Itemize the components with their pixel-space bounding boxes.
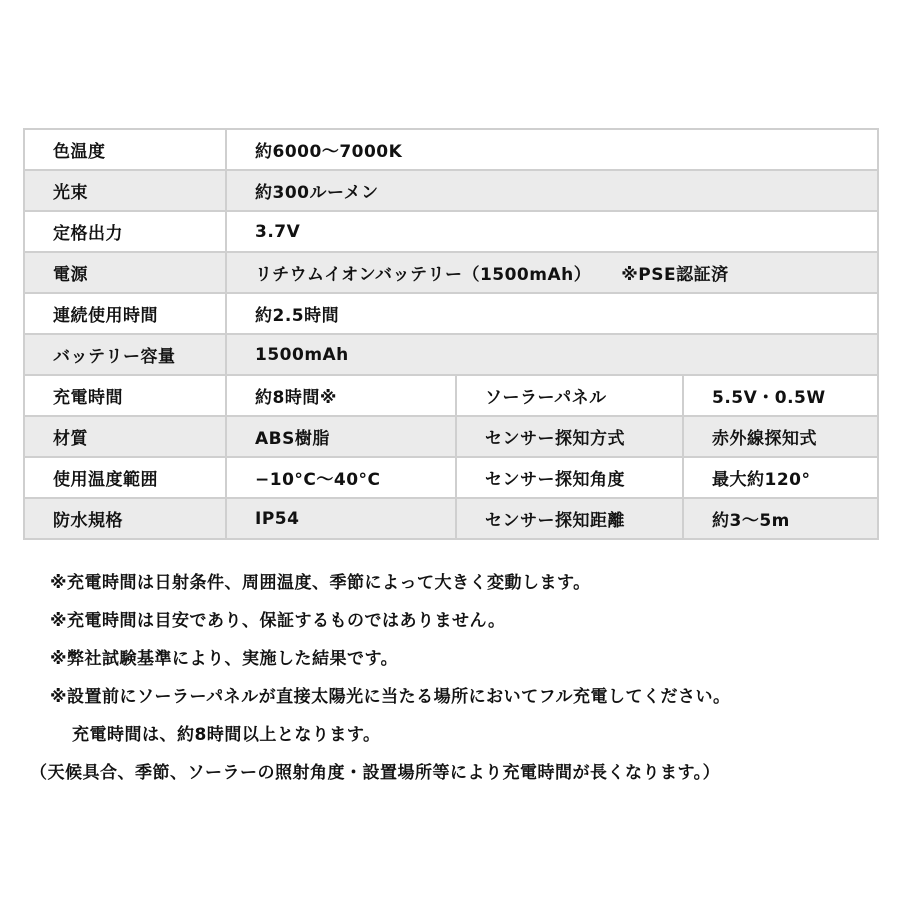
- spec-value: 1500mAh: [226, 334, 878, 375]
- spec-value: 約6000〜7000K: [226, 129, 878, 170]
- spec-label-secondary: センサー探知方式: [456, 416, 683, 457]
- pse-certified-note: ※PSE認証済: [621, 265, 729, 285]
- spec-value: 約300ルーメン: [226, 170, 878, 211]
- spec-label-secondary: センサー探知距離: [456, 498, 683, 539]
- note-line: （天候具合、季節、ソーラーの照射角度・設置場所等により充電時間が長くなります。）: [30, 763, 721, 783]
- table-row: [24, 293, 878, 334]
- spec-value-secondary: 約3〜5m: [683, 498, 878, 539]
- table-row: [24, 170, 878, 211]
- table-row: [24, 211, 878, 252]
- table-row: [24, 334, 878, 375]
- spec-value: 約8時間※: [226, 375, 456, 416]
- spec-label: 充電時間: [24, 375, 226, 416]
- table-row: [24, 498, 878, 539]
- spec-value: 約2.5時間: [226, 293, 878, 334]
- note-line: ※設置前にソーラーパネルが直接太陽光に当たる場所においてフル充電してください。: [50, 687, 731, 707]
- spec-value-secondary: 赤外線探知式: [683, 416, 878, 457]
- table-row: [24, 457, 878, 498]
- spec-label-secondary: ソーラーパネル: [456, 375, 683, 416]
- note-line: ※充電時間は目安であり、保証するものではありません。: [50, 611, 506, 631]
- spec-label: 色温度: [24, 129, 226, 170]
- table-row: [24, 375, 878, 416]
- spec-label-secondary: センサー探知角度: [456, 457, 683, 498]
- power-source-text: リチウムイオンバッテリー（1500mAh）: [255, 265, 592, 285]
- spec-value-secondary: 5.5V・0.5W: [683, 375, 878, 416]
- spec-value: IP54: [226, 498, 456, 539]
- spec-label: 防水規格: [24, 498, 226, 539]
- note-line: 充電時間は、約8時間以上となります。: [72, 725, 381, 745]
- note-line: ※弊社試験基準により、実施した結果です。: [50, 649, 399, 669]
- table-row: [24, 129, 878, 170]
- spec-value-secondary: 最大約120°: [683, 457, 878, 498]
- table-row: [24, 416, 878, 457]
- table-row: [24, 252, 878, 293]
- spec-label: バッテリー容量: [24, 334, 226, 375]
- spec-label: 電源: [24, 252, 226, 293]
- spec-value: −10°C〜40°C: [226, 457, 456, 498]
- spec-label: 材質: [24, 416, 226, 457]
- spec-label: 使用温度範囲: [24, 457, 226, 498]
- spec-value: ABS樹脂: [226, 416, 456, 457]
- spec-label: 定格出力: [24, 211, 226, 252]
- spec-table: [23, 128, 879, 540]
- spec-label: 光束: [24, 170, 226, 211]
- spec-label: 連続使用時間: [24, 293, 226, 334]
- note-line: ※充電時間は日射条件、周囲温度、季節によって大きく変動します。: [50, 573, 591, 593]
- notes-section: [30, 570, 890, 798]
- spec-value: 3.7V: [226, 211, 878, 252]
- spec-value: [226, 252, 878, 293]
